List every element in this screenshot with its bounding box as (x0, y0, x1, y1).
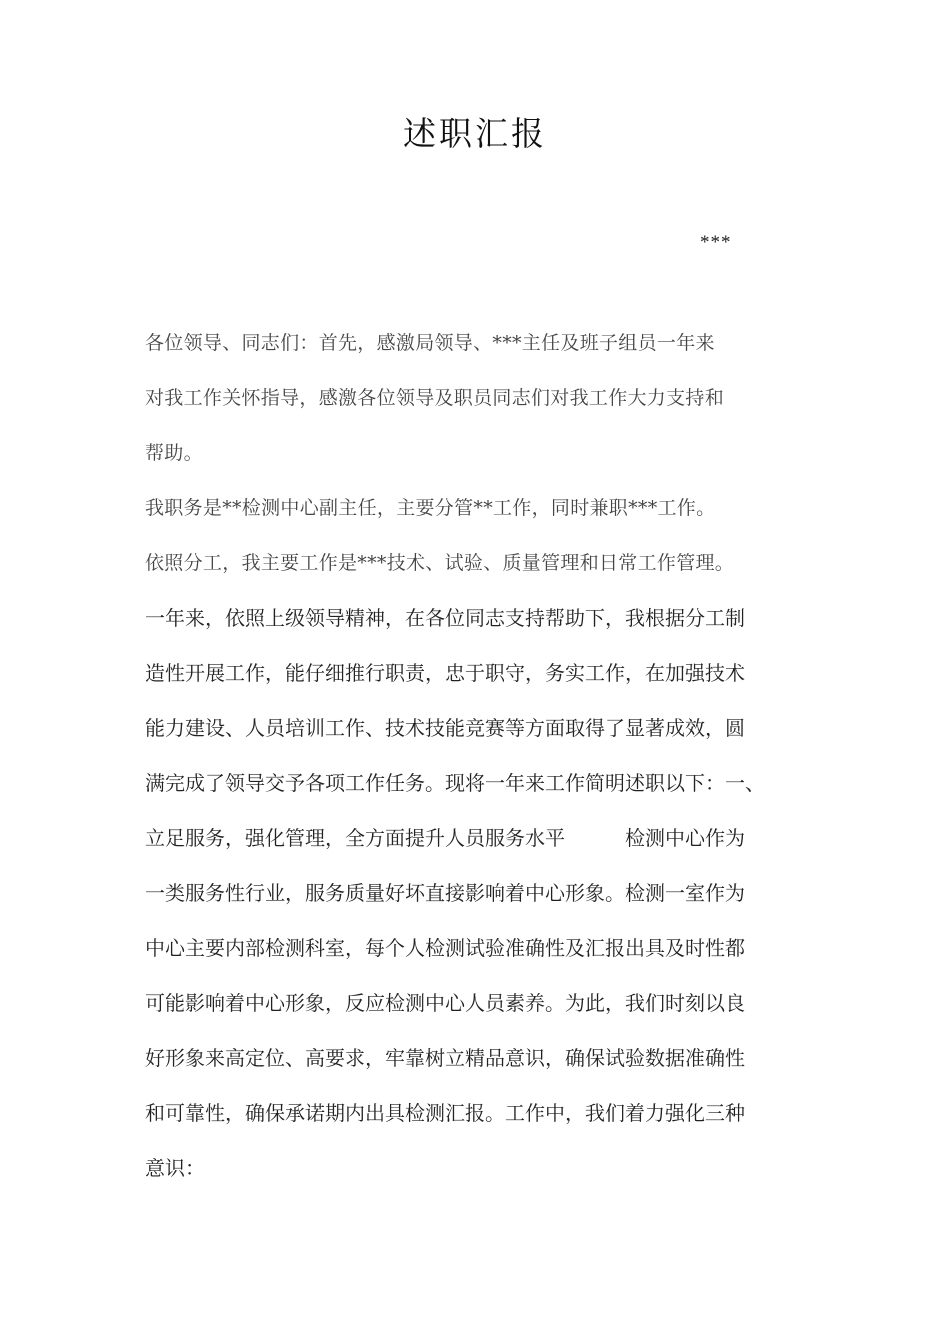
body-line: 造性开展工作，能仔细推行职责，忠于职守，务实工作，在加强技术 (145, 661, 745, 685)
body-line: 立足服务，强化管理，全方面提升人员服务水平 检测中心作为 (145, 826, 745, 850)
author-name: *** (700, 232, 732, 253)
body-line: 和可靠性，确保承诺期内出具检测汇报。工作中，我们着力强化三种 (145, 1101, 745, 1125)
body-line: 中心主要内部检测科室，每个人检测试验准确性及汇报出具及时性都 (145, 936, 745, 960)
body-line: 满完成了领导交予各项工作任务。现将一年来工作简明述职以下：一、 (145, 771, 765, 795)
body-line: 我职务是**检测中心副主任，主要分管**工作，同时兼职***工作。 (145, 497, 716, 519)
body-line: 依照分工，我主要工作是***技术、试验、质量管理和日常工作管理。 (145, 552, 735, 574)
body-line: 一年来，依照上级领导精神，在各位同志支持帮助下，我根据分工制 (145, 606, 745, 630)
body-line: 好形象来高定位、高要求，牢靠树立精品意识，确保试验数据准确性 (145, 1046, 745, 1070)
document-title: 述职汇报 (403, 114, 547, 153)
body-line: 帮助。 (145, 442, 203, 464)
body-line: 对我工作关怀指导，感激各位领导及职员同志们对我工作大力支持和 (145, 387, 725, 409)
body-line: 各位领导、同志们：首先，感激局领导、***主任及班子组员一年来 (145, 332, 715, 354)
body-line: 意识： (145, 1156, 205, 1180)
body-line: 能力建设、人员培训工作、技术技能竞赛等方面取得了显著成效，圆 (145, 716, 745, 740)
body-line: 可能影响着中心形象，反应检测中心人员素养。为此，我们时刻以良 (145, 991, 745, 1015)
body-line: 一类服务性行业，服务质量好坏直接影响着中心形象。检测一室作为 (145, 881, 745, 905)
